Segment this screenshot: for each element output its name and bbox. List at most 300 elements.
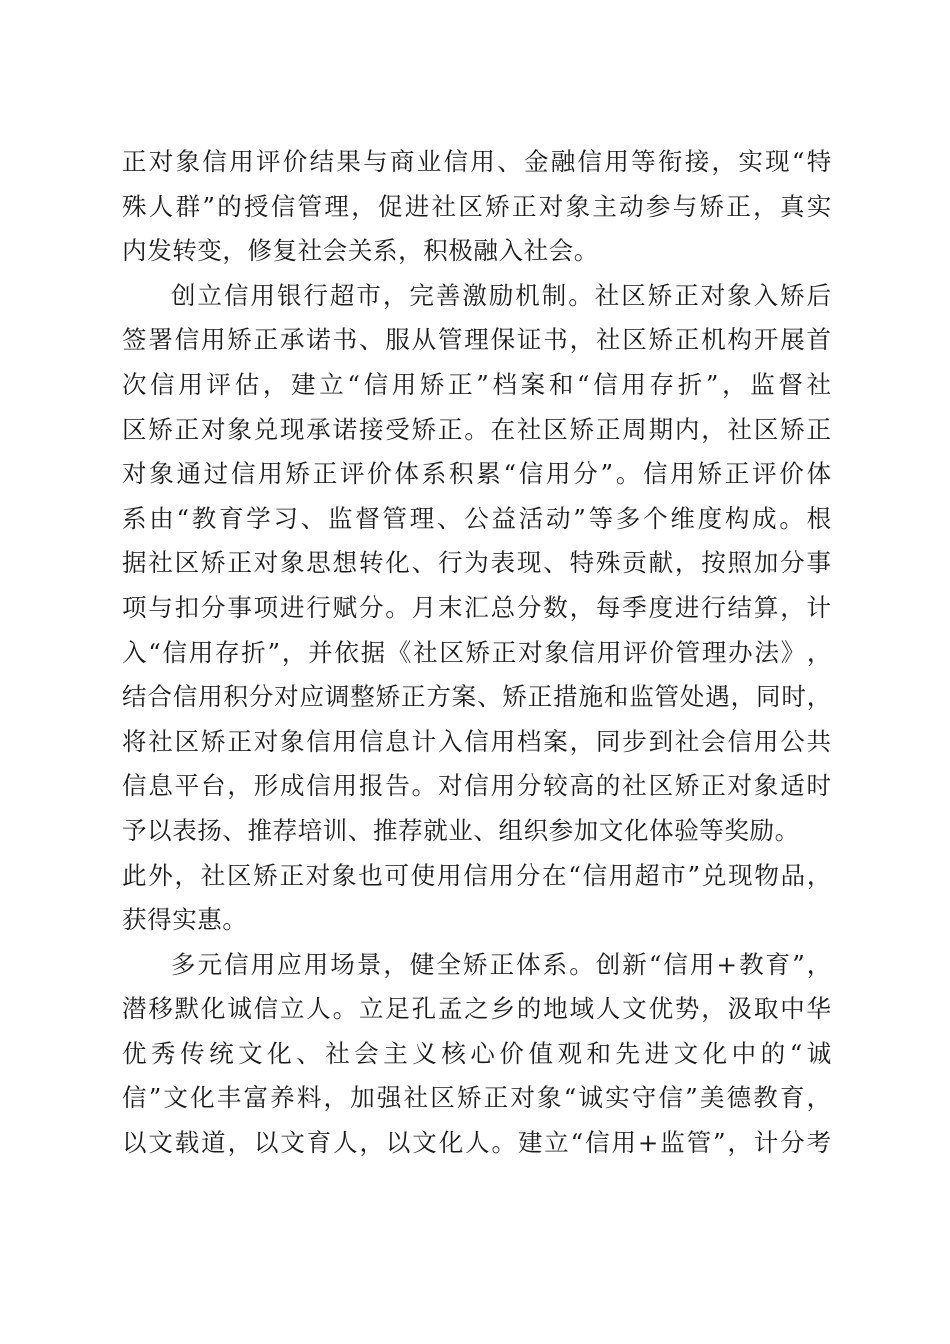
- glyph: 对: [253, 726, 279, 756]
- glyph: 考: [806, 1128, 832, 1158]
- glyph: 进: [279, 592, 306, 622]
- glyph: 衔: [657, 147, 684, 176]
- glyph: 正: [726, 191, 752, 221]
- glyph: 业: [416, 147, 442, 176]
- glyph: 书: [543, 325, 569, 355]
- glyph: 正: [701, 771, 727, 801]
- glyph: 育: [306, 1128, 332, 1158]
- glyph: 社: [325, 1038, 351, 1068]
- glyph: 用: [332, 726, 358, 756]
- text-line: [122, 140, 832, 185]
- glyph: 化: [702, 1038, 728, 1068]
- glyph: 区: [439, 637, 465, 667]
- glyph: ，: [711, 147, 737, 176]
- glyph: 取: [753, 994, 779, 1024]
- glyph: 矫: [697, 459, 723, 489]
- glyph: 市: [356, 280, 382, 310]
- glyph: 矫: [463, 949, 489, 979]
- glyph: ，: [351, 191, 377, 221]
- glyph: “: [563, 1083, 577, 1113]
- glyph: 德: [726, 1083, 752, 1113]
- glyph: 案: [520, 369, 546, 399]
- glyph: 区: [648, 771, 674, 801]
- glyph: 算: [753, 592, 779, 622]
- glyph: 管: [437, 325, 464, 355]
- glyph: 进: [404, 191, 430, 221]
- glyph: 首: [806, 325, 832, 355]
- text-line: [122, 987, 832, 1032]
- glyph: 、: [437, 503, 463, 533]
- glyph: 据: [122, 548, 148, 578]
- glyph: 对: [727, 771, 753, 801]
- glyph: 、: [477, 682, 503, 712]
- glyph: 品: [780, 860, 806, 890]
- glyph: ”: [600, 459, 614, 489]
- glyph: 优: [122, 1038, 148, 1068]
- glyph: 促: [378, 191, 404, 221]
- glyph: 富: [243, 1083, 269, 1113]
- glyph: 信: [224, 949, 250, 979]
- glyph: 时: [781, 682, 807, 712]
- glyph: 告: [385, 771, 411, 801]
- glyph: 用: [546, 459, 572, 489]
- glyph: 华: [806, 994, 832, 1024]
- glyph: 教: [753, 1083, 779, 1113]
- glyph: 外: [148, 860, 174, 890]
- glyph: 应: [299, 682, 325, 712]
- glyph: 分: [516, 592, 543, 622]
- glyph: ”: [476, 369, 490, 399]
- glyph: 督: [355, 503, 381, 533]
- glyph: 献: [648, 548, 674, 578]
- glyph: 区: [227, 860, 253, 890]
- glyph: 行: [437, 548, 464, 578]
- glyph: 值: [528, 1038, 554, 1068]
- glyph: 信: [443, 147, 469, 176]
- glyph: 信: [358, 726, 385, 756]
- glyph: 移: [148, 994, 174, 1024]
- glyph: 新: [622, 949, 648, 979]
- glyph: 化: [385, 548, 411, 578]
- glyph: 月: [411, 592, 437, 622]
- glyph: 信: [162, 637, 188, 667]
- glyph: 文: [622, 994, 648, 1024]
- glyph: 正: [674, 280, 700, 310]
- glyph: 签: [122, 325, 148, 355]
- glyph: 。: [568, 280, 594, 310]
- glyph: 乡: [490, 994, 516, 1024]
- glyph: 和: [548, 369, 574, 399]
- glyph: 融: [550, 147, 576, 176]
- glyph: 此: [122, 860, 148, 890]
- glyph: 社: [403, 1083, 429, 1113]
- glyph: 方: [426, 682, 452, 712]
- glyph: 体: [394, 459, 420, 489]
- glyph: 化: [438, 1128, 464, 1158]
- glyph: 等: [588, 503, 614, 533]
- glyph: 传: [180, 1038, 206, 1068]
- glyph: 正: [595, 414, 622, 444]
- glyph: ，: [701, 414, 727, 444]
- glyph: 育: [219, 503, 245, 533]
- glyph: 信: [202, 147, 228, 176]
- glyph: 文: [148, 1128, 174, 1158]
- glyph: ”: [687, 860, 701, 890]
- glyph: 遇: [705, 682, 731, 712]
- glyph: 区: [753, 414, 779, 444]
- glyph: 强: [376, 1083, 403, 1113]
- glyph: 和: [586, 1038, 612, 1068]
- glyph: 总: [490, 592, 516, 622]
- glyph: 维: [670, 503, 696, 533]
- glyph: 分: [358, 592, 385, 622]
- glyph: 美: [699, 1083, 726, 1113]
- glyph: 用: [689, 949, 716, 979]
- glyph: “: [648, 949, 662, 979]
- glyph: 果: [336, 147, 362, 176]
- glyph: 信: [727, 726, 753, 756]
- glyph: 正: [253, 325, 279, 355]
- glyph: 正: [174, 414, 200, 444]
- glyph: ，: [323, 1083, 349, 1113]
- glyph: ，: [753, 191, 779, 221]
- glyph: ，: [780, 592, 806, 622]
- glyph: “: [176, 503, 190, 533]
- glyph: 矫: [419, 369, 446, 399]
- glyph: 人: [595, 994, 622, 1024]
- glyph: 监: [660, 1128, 686, 1158]
- glyph: 超: [329, 280, 356, 310]
- glyph: 。: [464, 414, 490, 444]
- glyph: 优: [648, 994, 674, 1024]
- glyph: 结: [309, 147, 335, 176]
- glyph: 矫: [569, 414, 595, 444]
- glyph: 诺: [332, 414, 358, 444]
- glyph: 区: [621, 280, 647, 310]
- glyph: 接: [684, 147, 710, 176]
- glyph: 结: [727, 592, 753, 622]
- glyph: 之: [464, 994, 490, 1024]
- glyph: 完: [409, 280, 435, 310]
- glyph: 行: [306, 592, 332, 622]
- glyph: ”: [148, 1083, 162, 1113]
- glyph: 益: [491, 503, 517, 533]
- glyph: ”: [573, 503, 587, 533]
- glyph: 用: [250, 949, 276, 979]
- glyph: ，: [727, 1128, 753, 1158]
- glyph: 保: [490, 325, 516, 355]
- glyph: 以: [253, 1128, 280, 1158]
- glyph: 管: [654, 682, 680, 712]
- glyph: 健: [409, 949, 436, 979]
- glyph: ，: [569, 726, 595, 756]
- glyph: 与: [148, 592, 174, 622]
- glyph: 域: [569, 994, 595, 1024]
- glyph: 为: [464, 548, 490, 578]
- glyph: 进: [674, 592, 700, 622]
- glyph: 中: [780, 994, 806, 1024]
- glyph: 对: [274, 682, 300, 712]
- glyph: 分: [200, 592, 227, 622]
- glyph: 用: [258, 459, 284, 489]
- glyph: 用: [604, 147, 630, 176]
- text-line: [122, 1032, 832, 1077]
- glyph: 用: [303, 949, 329, 979]
- glyph: 同: [595, 726, 622, 756]
- glyph: 立: [197, 280, 223, 310]
- glyph: 习: [273, 503, 299, 533]
- glyph: 现: [728, 860, 754, 890]
- glyph: 。: [491, 1128, 517, 1158]
- glyph: 使: [410, 860, 436, 890]
- glyph: 折: [241, 637, 267, 667]
- glyph: 分: [515, 860, 541, 890]
- glyph: 办: [728, 637, 754, 667]
- glyph: 过: [203, 459, 229, 489]
- glyph: 成: [279, 771, 306, 801]
- glyph: 公: [464, 503, 490, 533]
- glyph: 象: [727, 280, 753, 310]
- glyph: 信: [570, 637, 596, 667]
- text-line: [122, 1121, 832, 1166]
- glyph: 贡: [622, 548, 648, 578]
- glyph: 社: [516, 414, 543, 444]
- glyph: 按: [701, 548, 727, 578]
- glyph: 象: [279, 548, 306, 578]
- glyph: “: [789, 1038, 803, 1068]
- glyph: 评: [206, 369, 232, 399]
- glyph: 社: [595, 325, 622, 355]
- glyph: 象: [544, 637, 570, 667]
- glyph: ，: [227, 1128, 253, 1158]
- glyph: 加: [350, 1083, 376, 1113]
- glyph: 扣: [174, 592, 200, 622]
- glyph: 汇: [464, 592, 490, 622]
- text-line: [122, 586, 832, 631]
- glyph: 用: [489, 860, 515, 890]
- glyph: 足: [385, 994, 411, 1024]
- glyph: 社: [622, 771, 648, 801]
- glyph: 共: [806, 726, 832, 756]
- glyph: 超: [635, 860, 661, 890]
- glyph: 管: [382, 503, 408, 533]
- glyph: 用: [391, 369, 417, 399]
- glyph: 学: [246, 503, 272, 533]
- glyph: 依: [334, 637, 360, 667]
- glyph: 计: [753, 1128, 779, 1158]
- glyph: 表: [490, 548, 516, 578]
- glyph: 创: [595, 949, 621, 979]
- glyph: ，: [806, 860, 832, 890]
- glyph: 累: [476, 459, 502, 489]
- glyph: 入: [753, 280, 779, 310]
- glyph: 进: [644, 1038, 670, 1068]
- glyph: 象: [753, 771, 779, 801]
- glyph: 案: [451, 682, 477, 712]
- glyph: 价: [499, 1038, 525, 1068]
- glyph: 用: [670, 459, 696, 489]
- glyph: 入: [122, 637, 148, 667]
- glyph: 高: [569, 771, 595, 801]
- glyph: 化: [200, 994, 227, 1024]
- glyph: 象: [279, 726, 306, 756]
- glyph: 赋: [332, 592, 358, 622]
- glyph: 同: [755, 682, 782, 712]
- glyph: ，: [730, 682, 756, 712]
- glyph: 估: [234, 369, 260, 399]
- glyph: 立: [279, 994, 306, 1024]
- glyph: 人: [333, 1128, 359, 1158]
- glyph: 也: [358, 860, 384, 890]
- glyph: 计: [411, 726, 437, 756]
- glyph: 项: [253, 592, 279, 622]
- glyph: 。: [332, 994, 358, 1024]
- glyph: 信: [122, 771, 148, 801]
- glyph: 立: [544, 1128, 570, 1158]
- glyph: 转: [358, 548, 385, 578]
- glyph: 多: [171, 949, 197, 979]
- glyph: 整: [350, 682, 376, 712]
- glyph: 区: [430, 1083, 456, 1113]
- glyph: 系: [542, 949, 568, 979]
- glyph: 信: [658, 1083, 684, 1113]
- glyph: 较: [543, 771, 569, 801]
- glyph: 用: [596, 637, 622, 667]
- glyph: 矫: [699, 191, 725, 221]
- glyph: 构: [727, 325, 753, 355]
- glyph: 信: [363, 369, 389, 399]
- glyph: 矫: [780, 280, 806, 310]
- glyph: 正: [724, 459, 750, 489]
- glyph: 项: [122, 592, 148, 622]
- glyph: 信: [663, 949, 689, 979]
- glyph: 思: [306, 548, 332, 578]
- glyph: 入: [437, 726, 464, 756]
- glyph: 正: [448, 369, 474, 399]
- glyph: 分: [248, 682, 274, 712]
- glyph: 矫: [502, 682, 528, 712]
- glyph: 并: [308, 637, 334, 667]
- glyph: 理: [409, 503, 435, 533]
- glyph: 授: [244, 191, 270, 221]
- text-line: [122, 363, 832, 408]
- glyph: 施: [578, 682, 604, 712]
- glyph: 正: [511, 191, 538, 221]
- glyph: 监: [328, 503, 354, 533]
- glyph: 与: [363, 147, 389, 176]
- glyph: 心: [470, 1038, 496, 1068]
- glyph: 数: [543, 592, 569, 622]
- glyph: 形: [253, 771, 279, 801]
- glyph: ”: [685, 1083, 699, 1113]
- glyph: 育: [779, 1083, 806, 1113]
- glyph: 开: [753, 325, 779, 355]
- glyph: 对: [200, 414, 227, 444]
- glyph: 分: [573, 459, 599, 489]
- glyph: 社: [413, 637, 439, 667]
- glyph: 对: [518, 637, 544, 667]
- glyph: 正: [674, 325, 700, 355]
- glyph: 周: [622, 414, 648, 444]
- glyph: “: [347, 369, 361, 399]
- glyph: ，: [806, 1083, 832, 1113]
- glyph: ，: [674, 548, 700, 578]
- glyph: 矫: [200, 548, 227, 578]
- glyph: 用: [608, 860, 634, 890]
- glyph: 正: [400, 682, 427, 712]
- glyph: 区: [543, 414, 569, 444]
- glyph: 象: [227, 414, 253, 444]
- glyph: 活: [518, 503, 544, 533]
- glyph: 末: [437, 592, 464, 622]
- glyph: 区: [174, 726, 200, 756]
- glyph: 化: [190, 1083, 216, 1113]
- glyph: 接: [358, 414, 385, 444]
- glyph: 体: [516, 949, 542, 979]
- glyph: 矫: [674, 771, 700, 801]
- glyph: 诺: [306, 325, 332, 355]
- glyph: 积: [223, 682, 249, 712]
- glyph: 从: [411, 325, 437, 355]
- glyph: 正: [279, 860, 305, 890]
- glyph: 正: [122, 147, 148, 176]
- glyph: 正: [527, 682, 553, 712]
- glyph: 用: [621, 369, 647, 399]
- glyph: 对: [253, 548, 279, 578]
- glyph: 社: [727, 414, 753, 444]
- glyph: 用: [753, 726, 779, 756]
- glyph: 信: [585, 1128, 611, 1158]
- text-line: 获得实惠。: [122, 905, 248, 935]
- text-line: [122, 185, 832, 230]
- glyph: 矫: [485, 191, 511, 221]
- glyph: 照: [727, 548, 753, 578]
- glyph: 矫: [375, 682, 401, 712]
- glyph: 由: [149, 503, 175, 533]
- glyph: 正: [806, 414, 832, 444]
- glyph: 势: [674, 994, 700, 1024]
- glyph: 诚: [227, 994, 253, 1024]
- glyph: 监: [629, 682, 655, 712]
- glyph: 汲: [727, 994, 753, 1024]
- glyph: 人: [306, 994, 332, 1024]
- glyph: 结: [122, 682, 148, 712]
- glyph: 养: [270, 1083, 296, 1113]
- glyph: 人: [148, 191, 174, 221]
- glyph: 教: [739, 949, 765, 979]
- glyph: 默: [174, 994, 200, 1024]
- glyph: 孟: [437, 994, 464, 1024]
- glyph: 立: [358, 994, 385, 1024]
- text-line: [122, 497, 832, 542]
- glyph: 信: [306, 771, 332, 801]
- glyph: ”: [705, 369, 720, 399]
- glyph: 分: [780, 548, 806, 578]
- glyph: ”: [202, 191, 216, 221]
- glyph: 现: [765, 147, 791, 176]
- glyph: 积: [449, 459, 475, 489]
- glyph: 动: [546, 503, 572, 533]
- glyph: 用: [332, 771, 358, 801]
- glyph: 理: [464, 325, 490, 355]
- glyph: 承: [306, 414, 332, 444]
- glyph: 信: [463, 860, 489, 890]
- glyph: 机: [515, 280, 541, 310]
- glyph: 区: [122, 414, 148, 444]
- glyph: 证: [516, 325, 543, 355]
- glyph: 兑: [253, 414, 279, 444]
- glyph: 成: [752, 503, 778, 533]
